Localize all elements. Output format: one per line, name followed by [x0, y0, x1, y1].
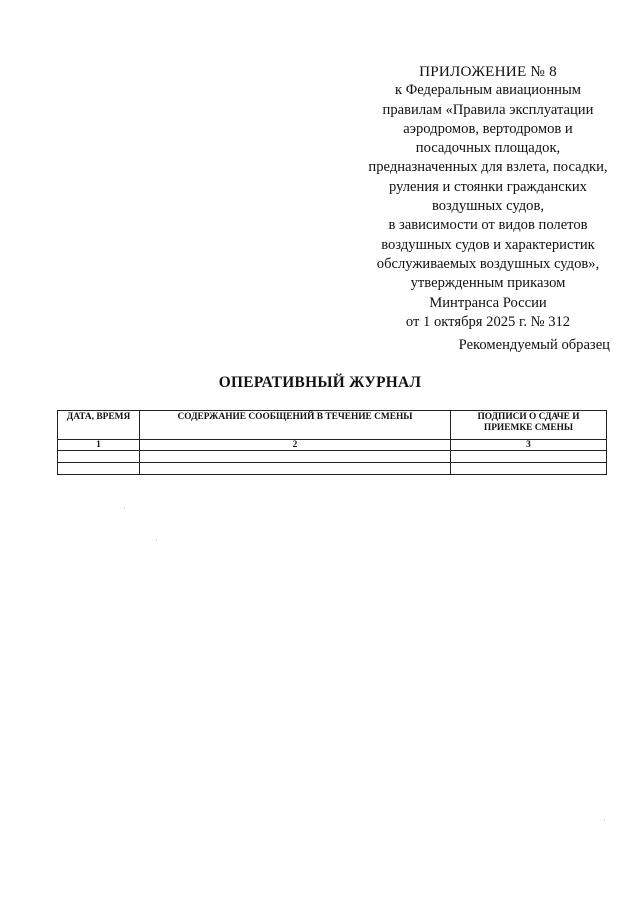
appendix-number: ПРИЛОЖЕНИЕ № 8: [419, 63, 557, 80]
table-row: [58, 451, 607, 463]
document-title: ОПЕРАТИВНЫЙ ЖУРНАЛ: [218, 374, 422, 391]
scan-speck: [604, 820, 605, 821]
appendix-line: воздушных судов,: [431, 198, 545, 215]
sample-label: Рекомендуемый образец: [458, 337, 610, 353]
appendix-line: утвержденным приказом: [410, 275, 566, 292]
scan-speck: [124, 508, 125, 509]
column-number-row: [58, 440, 607, 451]
appendix-line: к Федеральным авиационным: [394, 82, 582, 99]
appendix-line: руления и стоянки гражданских: [389, 178, 587, 195]
column-number: 1: [58, 440, 140, 451]
appendix-line: обслуживаемых воздушных судов»,: [376, 255, 600, 272]
header-message-content: СОДЕРЖАНИЕ СООБЩЕНИЙ В ТЕЧЕНИЕ СМЕНЫ: [140, 411, 451, 440]
table-row: [58, 463, 607, 475]
table-header-row: [58, 411, 607, 440]
table-cell: [451, 463, 607, 475]
appendix-line: правилам «Правила эксплуатации: [382, 101, 594, 118]
appendix-line: воздушных судов и характеристик: [381, 236, 595, 253]
table-cell: [58, 463, 140, 475]
appendix-header-block: [350, 62, 626, 332]
table-cell: [140, 451, 451, 463]
header-signatures: ПОДПИСИ О СДАЧЕ И ПРИЕМКЕ СМЕНЫ: [451, 411, 607, 440]
appendix-order-date: от 1 октября 2025 г. № 312: [405, 313, 571, 330]
header-date-time: ДАТА, ВРЕМЯ: [58, 411, 140, 440]
appendix-line: посадочных площадок,: [415, 140, 561, 157]
appendix-line: в зависимости от видов полетов: [388, 217, 588, 234]
table-cell: [58, 451, 140, 463]
scan-speck: [156, 539, 157, 540]
column-number: 3: [451, 440, 607, 451]
table-cell: [451, 451, 607, 463]
appendix-line: аэродромов, вертодромов и: [403, 120, 573, 137]
appendix-line: Минтранса России: [429, 294, 547, 311]
column-number: 2: [140, 440, 451, 451]
table-cell: [140, 463, 451, 475]
appendix-line: предназначенных для взлета, посадки,: [368, 159, 608, 176]
journal-table: [57, 410, 607, 475]
